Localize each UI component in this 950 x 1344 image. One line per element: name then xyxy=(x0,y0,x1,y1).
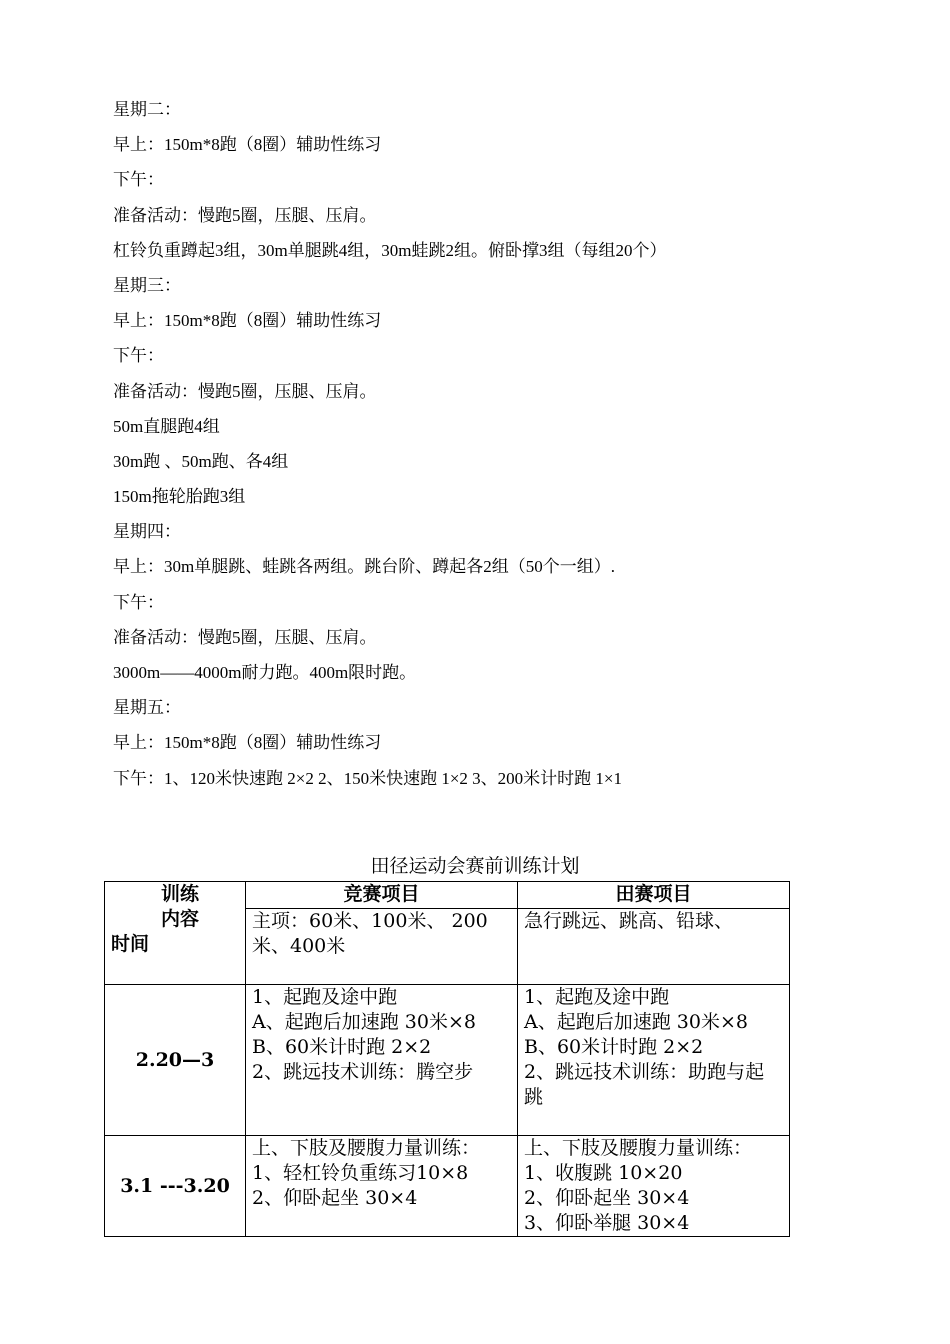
training-plan-table xyxy=(104,881,790,1237)
cell-line: 2、跳远技术训练：腾空步 xyxy=(252,1061,474,1083)
schedule-line: 星期二： xyxy=(113,100,181,119)
table-title: 田径运动会赛前训练计划 xyxy=(370,855,580,877)
cell-line: A、起跑后加速跑 30米×8 xyxy=(252,1011,476,1033)
schedule-line: 星期四： xyxy=(113,522,181,542)
track-cell xyxy=(246,1136,518,1237)
main-items-field: 急行跳远、跳高、铅球、 xyxy=(518,909,790,985)
cell-line: A、起跑后加速跑 30米×8 xyxy=(524,1011,748,1033)
cell-line: 2、仰卧起坐 30×4 xyxy=(524,1187,690,1209)
schedule-line: 早上：150m*8跑（8圈）辅助性练习 xyxy=(113,135,382,155)
schedule-line: 杠铃负重蹲起3组，30m单腿跳4组，30m蛙跳2组。俯卧撑3组（每组20个） xyxy=(113,240,667,260)
table-row xyxy=(105,985,790,1136)
schedule-line: 下午： xyxy=(113,170,164,190)
cell-line: 2、仰卧起坐 30×4 xyxy=(252,1187,418,1209)
track-cell xyxy=(246,985,518,1136)
period-cell: 3.1 ---3.20 xyxy=(105,1136,246,1237)
schedule-line: 早上：30m单腿跳、蛙跳各两组。跳台阶、蹲起各2组（50个一组）. xyxy=(113,557,615,577)
schedule-line: 准备活动：慢跑5圈，压腿、压肩。 xyxy=(113,381,377,401)
schedule-line: 准备活动：慢跑5圈，压腿、压肩。 xyxy=(113,205,377,225)
corner-label-content: 内容 xyxy=(161,908,200,930)
cell-line: 1、起跑及途中跑 xyxy=(524,986,670,1008)
schedule-line: 早上：150m*8跑（8圈）辅助性练习 xyxy=(113,733,382,753)
header-track: 竞赛项目 xyxy=(246,882,518,909)
schedule-line: 150m拖轮胎跑3组 xyxy=(113,487,246,507)
schedule-line: 下午：1、120米快速跑 2×2 2、150米快速跑 1×2 3、200米计时跑 1×1 xyxy=(113,768,623,788)
main-items-track: 主项：60米、100米、 200米、400米 xyxy=(246,909,518,985)
cell-line: 1、起跑及途中跑 xyxy=(252,986,398,1008)
cell-line: B、60米计时跑 2×2 xyxy=(252,1036,432,1058)
cell-line: 1、收腹跳 10×20 xyxy=(524,1162,683,1184)
schedule-text xyxy=(113,92,666,796)
schedule-line: 30m跑 、50m跑、各4组 xyxy=(113,451,289,471)
corner-label-time: 时间 xyxy=(111,933,150,955)
schedule-line: 准备活动：慢跑5圈，压腿、压肩。 xyxy=(113,627,377,647)
corner-label-training: 训练 xyxy=(161,883,200,905)
table-row xyxy=(105,1136,790,1237)
period-cell: 2.20—3 xyxy=(105,985,246,1136)
cell-line: 1、轻杠铃负重练习10×8 xyxy=(252,1162,469,1184)
field-cell xyxy=(518,1136,790,1237)
schedule-line: 星期三： xyxy=(113,275,181,295)
cell-line: B、60米计时跑 2×2 xyxy=(524,1036,704,1058)
table-header-row xyxy=(105,882,790,909)
schedule-line: 早上：150m*8跑（8圈）辅助性练习 xyxy=(113,311,382,331)
cell-line: 3、仰卧举腿 30×4 xyxy=(524,1212,690,1234)
schedule-line: 3000m——4000m耐力跑。400m限时跑。 xyxy=(113,663,417,682)
schedule-line: 下午： xyxy=(113,592,164,612)
schedule-line: 星期五： xyxy=(113,698,181,718)
header-field: 田赛项目 xyxy=(518,882,790,909)
corner-header-cell xyxy=(105,882,246,985)
cell-line: 上、下肢及腰腹力量训练： xyxy=(252,1137,481,1159)
field-cell xyxy=(518,985,790,1136)
cell-line: 2、跳远技术训练：助跑与起跳 xyxy=(524,1061,765,1108)
schedule-line: 50m直腿跑4组 xyxy=(113,416,220,436)
schedule-line: 下午： xyxy=(113,346,164,366)
cell-line: 上、下肢及腰腹力量训练： xyxy=(524,1137,753,1159)
